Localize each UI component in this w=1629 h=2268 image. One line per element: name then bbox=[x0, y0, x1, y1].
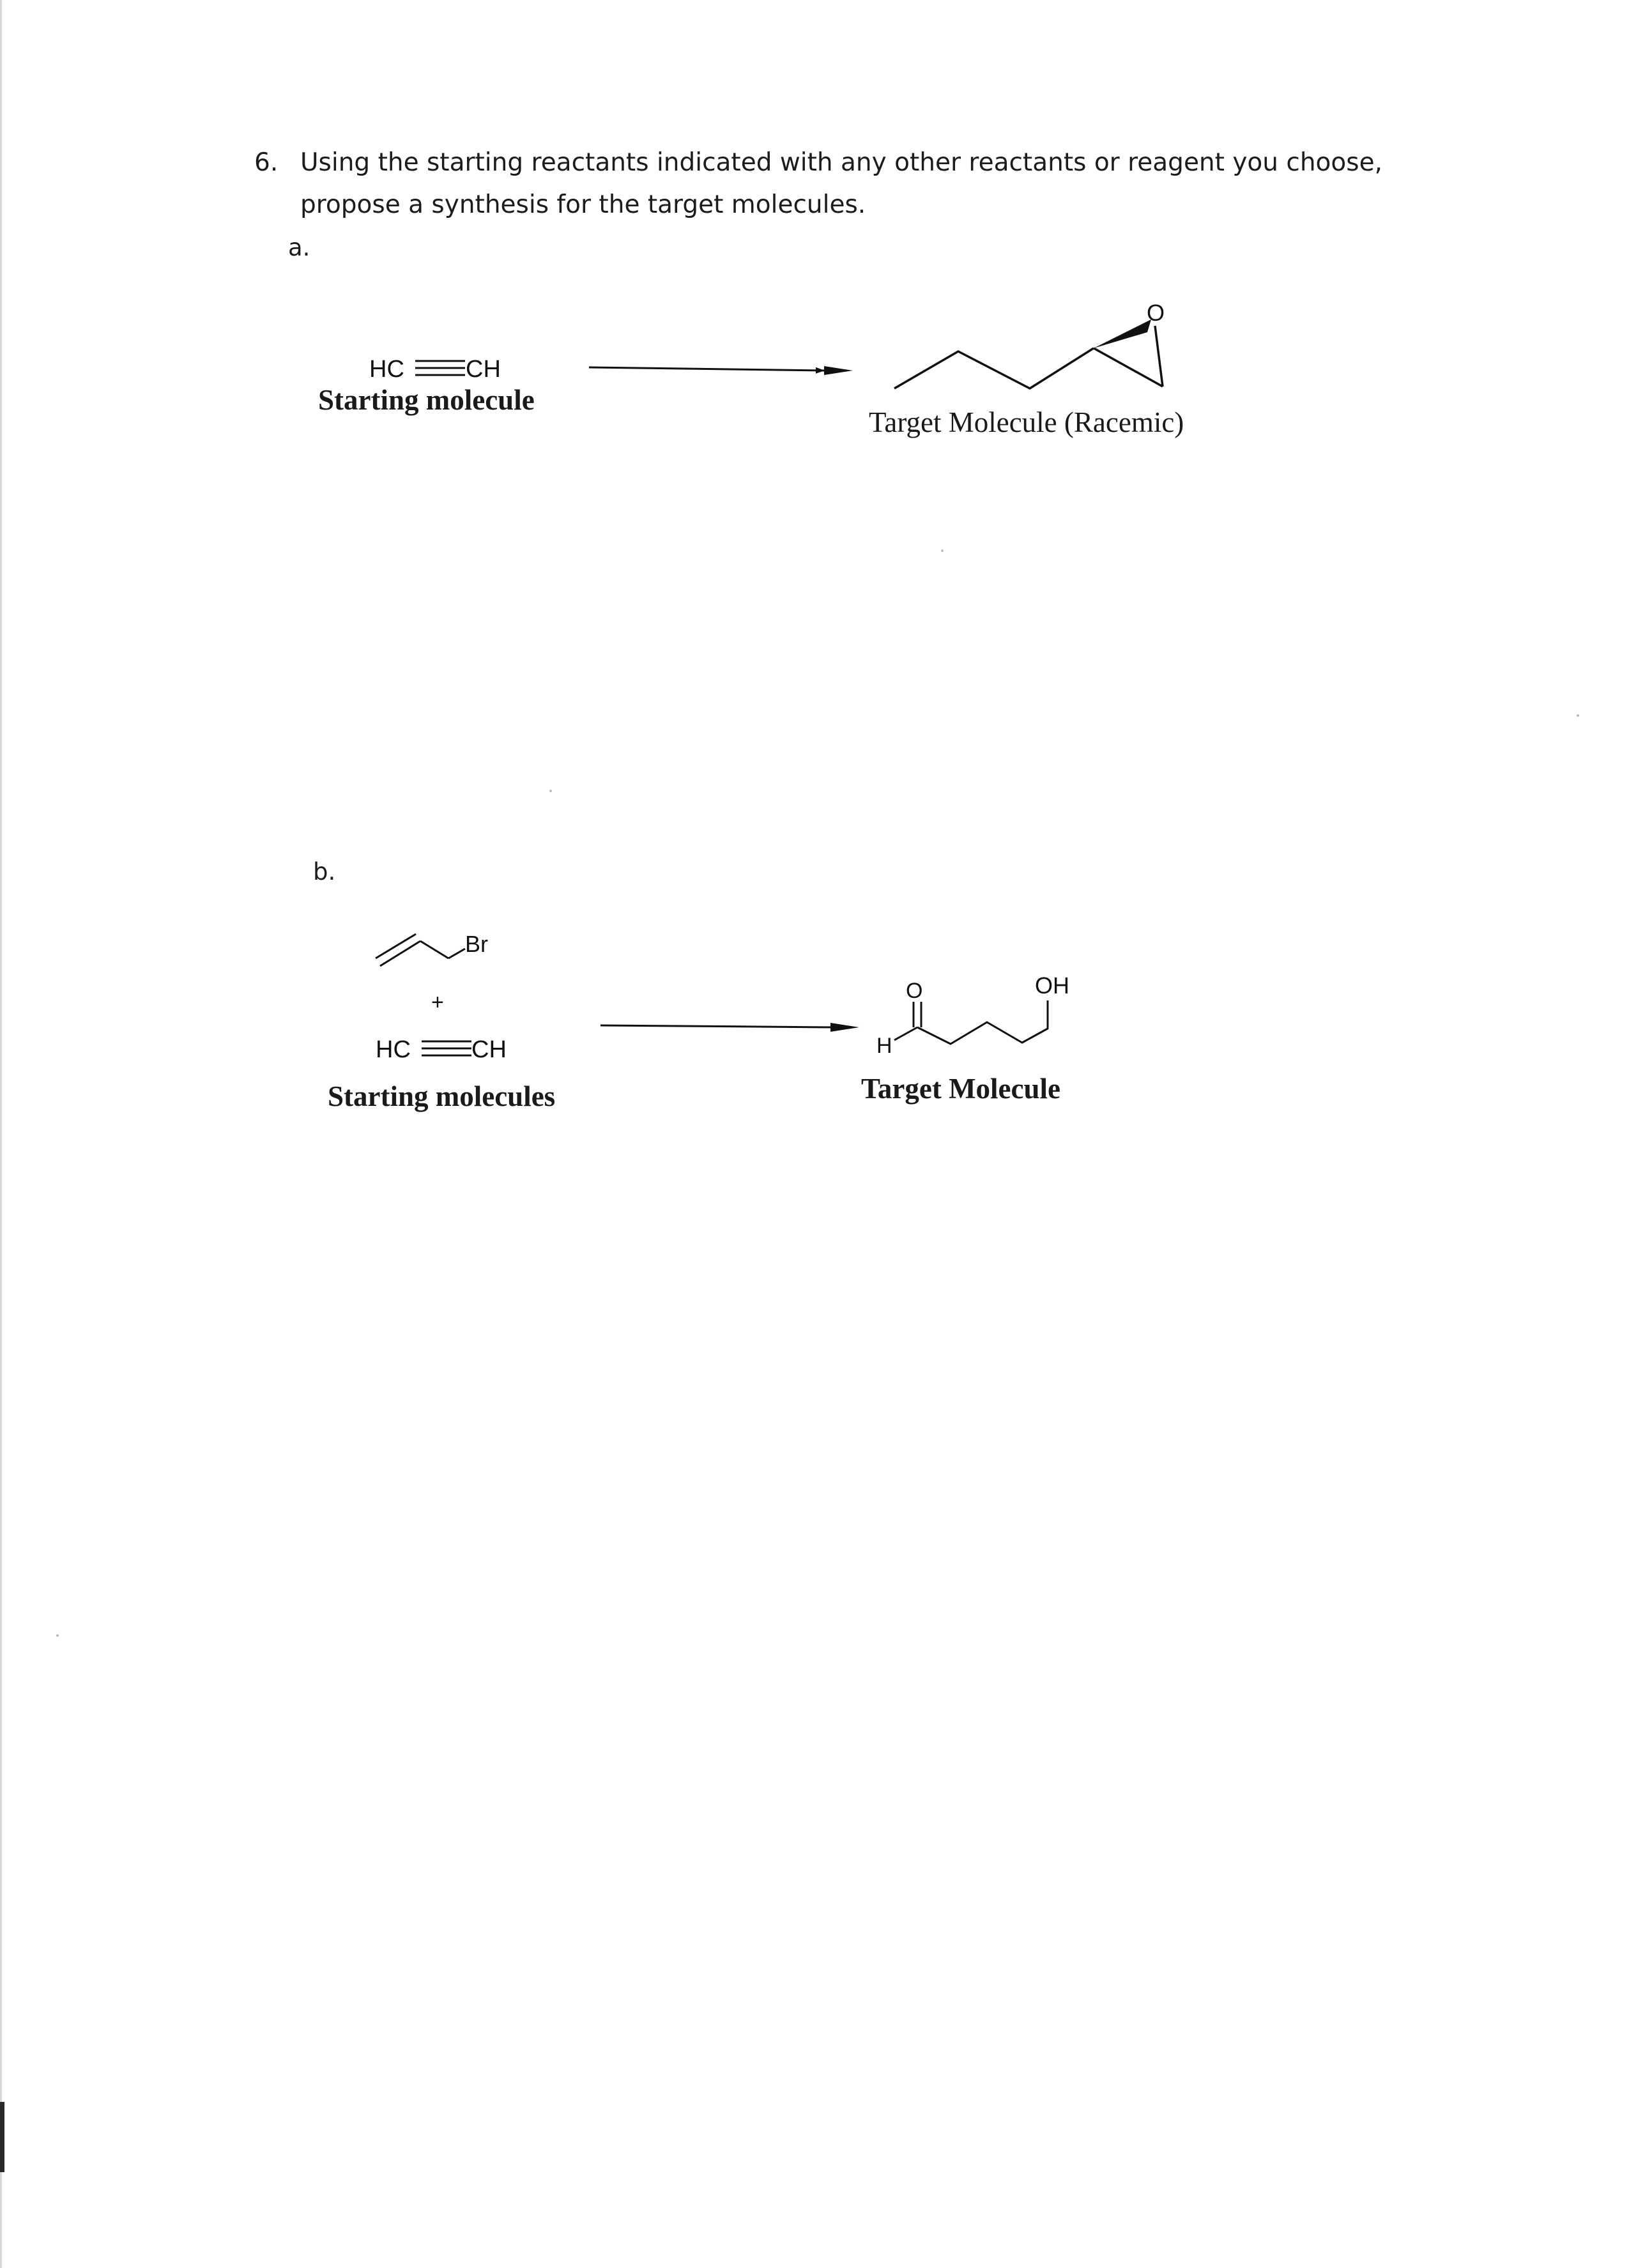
part-b-ch-label: CH bbox=[471, 1036, 507, 1063]
part-a-acetylene bbox=[369, 356, 501, 383]
part-a-triple-bond bbox=[415, 361, 465, 375]
part-b-aldehyde-h-label: H bbox=[876, 1034, 892, 1058]
part-b-triple-bond bbox=[422, 1041, 471, 1055]
part-b-allyl-bromide bbox=[376, 934, 465, 966]
scan-specks bbox=[56, 549, 1579, 1637]
question-number: 6. bbox=[254, 148, 279, 177]
part-b-target-caption: Target Molecule bbox=[861, 1073, 1060, 1105]
part-a-target-caption: Target Molecule (Racemic) bbox=[869, 406, 1184, 438]
part-a-wedge-bond bbox=[1094, 319, 1151, 348]
part-b-bromine-label: Br bbox=[465, 931, 488, 957]
question-text: Using the starting reactants indicated with any other reactants or reagent you choose, propose a synthesis for the target molecules. bbox=[300, 148, 1382, 219]
part-b-reaction-arrow bbox=[600, 1023, 859, 1032]
part-b-hc-label: HC bbox=[376, 1036, 411, 1063]
part-b-plus-sign: + bbox=[431, 990, 444, 1015]
part-a-reaction-arrow bbox=[589, 366, 853, 375]
part-a-starting-caption: Starting molecule bbox=[318, 384, 535, 416]
part-b-starting-caption: Starting molecules bbox=[328, 1080, 556, 1112]
part-b-hydroxyl-label: OH bbox=[1035, 972, 1069, 999]
part-a-ch-label: CH bbox=[466, 356, 501, 383]
part-b-acetylene bbox=[376, 1036, 507, 1063]
part-a-hc-label: HC bbox=[369, 356, 404, 383]
part-b-carbonyl-oxygen-label: O bbox=[906, 979, 923, 1003]
part-a-oxygen-label: O bbox=[1147, 300, 1165, 326]
part-b-label: b. bbox=[313, 858, 336, 885]
part-a-label: a. bbox=[288, 234, 310, 261]
part-b-target-molecule bbox=[894, 1000, 1048, 1044]
